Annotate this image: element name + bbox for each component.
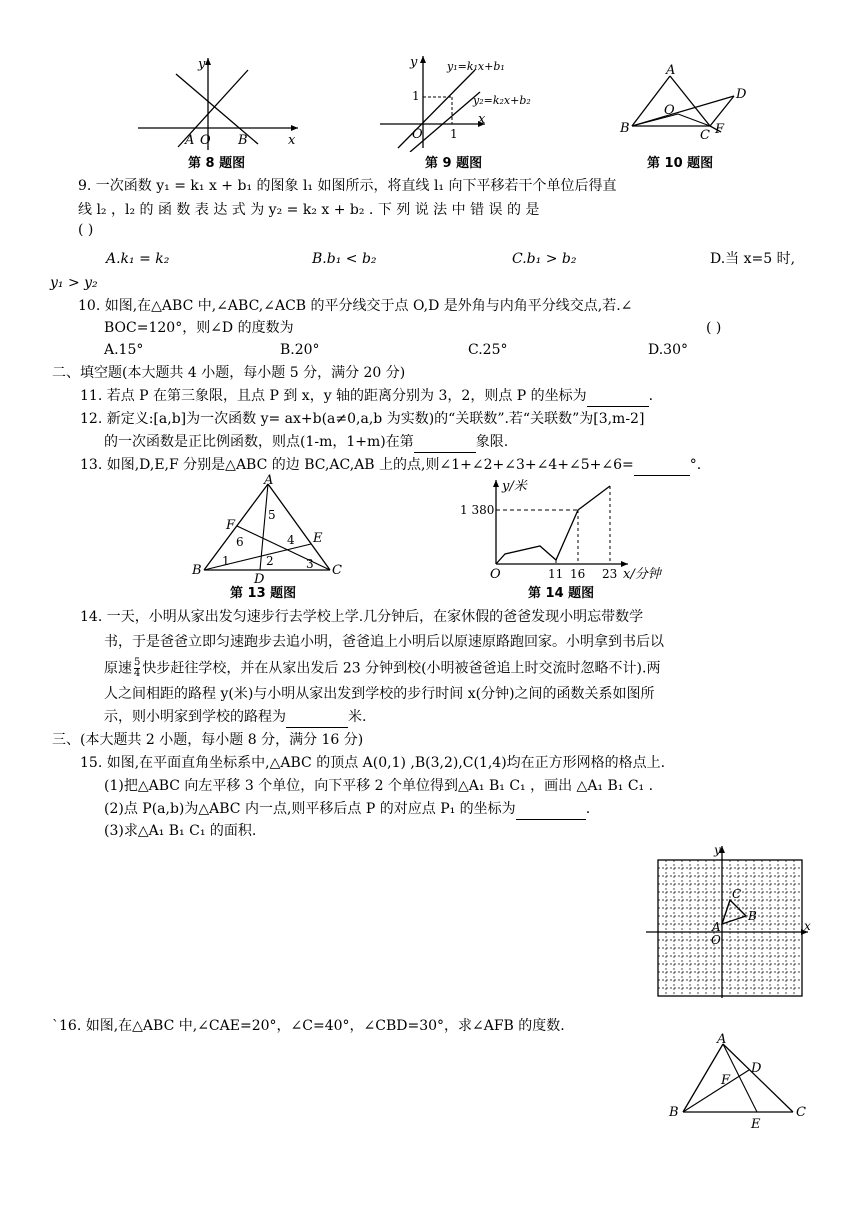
fig9-caption: 第 9 题图 <box>425 156 483 171</box>
figure-16 <box>665 1032 815 1132</box>
fig16-point-c: C <box>796 1105 806 1120</box>
fig8-x-label: x <box>288 133 296 148</box>
q10-option-a: A.15° <box>104 342 144 358</box>
fig9-tick-y1: 1 <box>412 89 420 103</box>
figure-8 <box>138 52 308 152</box>
section-3-heading: 三、(本大题共 2 小题，每小题 8 分，满分 16 分) <box>52 732 364 748</box>
fig14-y-label: y/米 <box>502 479 527 494</box>
fig10-point-b: B <box>620 121 630 136</box>
q9-option-c: C.b₁ > b₂ <box>512 251 577 267</box>
figure-15 <box>646 840 816 1000</box>
q9-line2: 线 l₂ ，l₂ 的 函 数 表 达 式 为 y₂ = k₂ x + b₂ . 下 列 说 法 中 错 误 的 是 <box>78 202 540 218</box>
q14-fraction-num: 5 <box>134 657 141 668</box>
q9-option-b: B.b₁ < b₂ <box>312 251 377 267</box>
fig8-point-b: B <box>238 133 248 148</box>
q9-option-d: D.当 x=5 时, <box>710 251 796 267</box>
fig15-x-label: x <box>804 919 811 933</box>
q14-line4: 人之间相距的路程 y(米)与小明从家出发到学校的步行时间 x(分钟)之间的函数关系如图所 <box>104 686 655 702</box>
q11-text-post: . <box>648 388 654 404</box>
q16-text: `16. 如图,在△ABC 中,∠CAE=20°，∠C=40°，∠CBD=30°，求∠AFB 的度数. <box>52 1018 565 1034</box>
q9-answer-paren: ( ) <box>78 222 94 238</box>
fig9-x-label: x <box>478 112 486 127</box>
fig15-y-label: y <box>714 843 721 857</box>
fig13-angle-3: 3 <box>306 557 314 571</box>
fig13-point-a: A <box>264 474 274 488</box>
fig9-line1-label: y₁=k₁x+b₁ <box>447 60 505 73</box>
q13-text-post: °. <box>689 457 702 473</box>
fig10-caption: 第 10 题图 <box>647 156 714 171</box>
q14-line3 <box>104 658 660 679</box>
q11-text <box>80 386 653 407</box>
fig10-point-o: O <box>664 103 675 118</box>
q10-option-b: B.20° <box>280 342 320 358</box>
q15-line1: 15. 如图,在平面直角坐标系中,△ABC 的顶点 A(0,1) ,B(3,2),C(1,4)均在正方形网格的格点上. <box>80 755 666 771</box>
fig16-point-b: B <box>669 1105 679 1120</box>
fig13-angle-5: 5 <box>268 508 276 522</box>
fig13-angle-2: 2 <box>266 554 274 568</box>
fig14-y-tick: 1 380 <box>460 503 495 517</box>
fig16-point-e: E <box>751 1117 761 1132</box>
fig8-y-label: y <box>198 57 206 72</box>
q10-option-d: D.30° <box>648 342 688 358</box>
q15-part1: (1)把△ABC 向左平移 3 个单位，向下平移 2 个单位得到△A₁ B₁ C₁ ，画出 △A₁ B₁ C₁ . <box>104 778 654 794</box>
fig15-origin: O <box>711 933 721 947</box>
q12-line2 <box>104 432 508 453</box>
q15-part2 <box>104 799 590 820</box>
fig13-caption: 第 13 题图 <box>230 586 297 601</box>
q14-fraction-den: 4 <box>134 668 141 679</box>
fig13-angle-1: 1 <box>222 554 230 568</box>
q9-option-a: A.k₁ = k₂ <box>106 251 170 267</box>
fig16-point-d: D <box>751 1061 762 1076</box>
fig14-caption: 第 14 题图 <box>528 586 595 601</box>
section-2-heading: 二、填空题(本大题共 4 小题，每小题 5 分，满分 20 分) <box>52 365 406 381</box>
q10-option-c: C.25° <box>468 342 508 358</box>
fig9-tick-x1: 1 <box>450 127 458 141</box>
fig13-angle-6: 6 <box>236 535 244 549</box>
fig8-origin: O <box>200 133 211 148</box>
q12-line2-pre: 的一次函数是正比例函数，则点(1-m，1+m)在第 <box>104 434 414 450</box>
q9-line1: 9. 一次函数 y₁ = k₁ x + b₁ 的图象 l₁ 如图所示，将直线 l₁ 向下平移若干个单位后得直 <box>78 178 617 194</box>
fig15-grid <box>658 860 802 996</box>
fig9-origin: O <box>412 127 423 142</box>
fig14-origin: O <box>490 567 501 582</box>
q14-line3-post: 快步赶往学校，并在从家出发后 23 分钟到校(小明被爸爸追上时交流时忽略不计).两 <box>142 660 661 677</box>
fig13-point-f: F <box>226 518 236 533</box>
q14-line3-pre: 原速 <box>104 660 132 677</box>
figure-14 <box>460 474 680 582</box>
figure-13 <box>190 474 350 584</box>
fig10-point-a: A <box>666 63 676 78</box>
q10-line1: 10. 如图,在△ABC 中,∠ABC,∠ACB 的平分线交于点 O,D 是外角与内角平分线交点,若.∠ <box>78 298 633 314</box>
fig13-point-e: E <box>313 531 323 546</box>
q15-part3: (3)求△A₁ B₁ C₁ 的面积. <box>104 823 257 839</box>
fig14-x-tick-16: 16 <box>570 567 586 581</box>
fig13-angle-4: 4 <box>287 533 295 547</box>
q15-part2-pre: (2)点 P(a,b)为△ABC 内一点,则平移后点 P 的对应点 P₁ 的坐标为 <box>104 801 516 817</box>
fig10-point-d: D <box>736 87 747 102</box>
fig13-point-b: B <box>192 563 202 578</box>
fig13-point-d: D <box>254 572 265 584</box>
q15-part2-post: . <box>585 801 591 817</box>
q15-answer-blank[interactable] <box>516 799 586 820</box>
fig15-point-c: C <box>732 887 742 901</box>
fig13-point-c: C <box>332 563 342 578</box>
q12-line1: 12. 新定义:[a,b]为一次函数 y= ax+b(a≠0,a,b 为实数)的“关联数”.若“关联数”为[3,m-2] <box>80 411 645 427</box>
q14-answer-blank[interactable] <box>286 707 348 728</box>
q13-answer-blank[interactable] <box>634 455 690 476</box>
q13-text-pre: 13. 如图,D,E,F 分别是△ABC 的边 BC,AC,AB 上的点,则∠1+∠2+∠3+∠4+∠5+∠6= <box>80 457 634 473</box>
fig8-point-a: A <box>185 133 195 148</box>
fig9-line2-label: y₂=k₂x+b₂ <box>473 94 531 107</box>
fig9-y-label: y <box>410 55 418 70</box>
fig10-point-c: C <box>700 128 710 142</box>
fig14-x-tick-11: 11 <box>548 567 564 581</box>
q14-line1: 14. 一天，小明从家出发匀速步行去学校上学.几分钟后，在家休假的爸爸发现小明忘带数学 <box>80 609 644 625</box>
fig16-point-f: F <box>721 1073 731 1088</box>
q14-line2: 书，于是爸爸立即匀速跑步去追小明，爸爸追上小明后以原速原路跑回家。小明拿到书后以 <box>104 634 664 650</box>
q9-option-d-cont: y₁ > y₂ <box>50 275 98 291</box>
q14-line5 <box>104 707 366 728</box>
q14-fraction <box>134 658 140 679</box>
fig15-point-b: B <box>748 909 757 923</box>
q12-line2-post: 象限. <box>475 434 509 450</box>
q14-line5-pre: 示，则小明家到学校的路程为 <box>104 709 286 725</box>
fig8-caption: 第 8 题图 <box>188 156 246 171</box>
figure-10 <box>618 62 753 142</box>
q10-answer-paren: ( ) <box>706 320 722 336</box>
fig16-point-a: A <box>717 1032 727 1047</box>
fig14-x-tick-23: 23 <box>602 567 618 581</box>
q14-line5-post: 米. <box>348 709 367 725</box>
figure-9 <box>380 48 555 152</box>
fig14-x-label: x/分钟 <box>623 567 661 582</box>
q10-line2: BOC=120°，则∠D 的度数为 <box>104 320 294 336</box>
q12-answer-blank[interactable] <box>414 432 476 453</box>
fig10-point-f: F <box>715 122 725 137</box>
fig15-point-a: A <box>712 920 721 934</box>
q11-answer-blank[interactable] <box>587 386 649 407</box>
q13-text <box>80 455 701 476</box>
q11-text-pre: 11. 若点 P 在第三象限，且点 P 到 x，y 轴的距离分别为 3，2，则点 P 的坐标为 <box>80 388 587 404</box>
